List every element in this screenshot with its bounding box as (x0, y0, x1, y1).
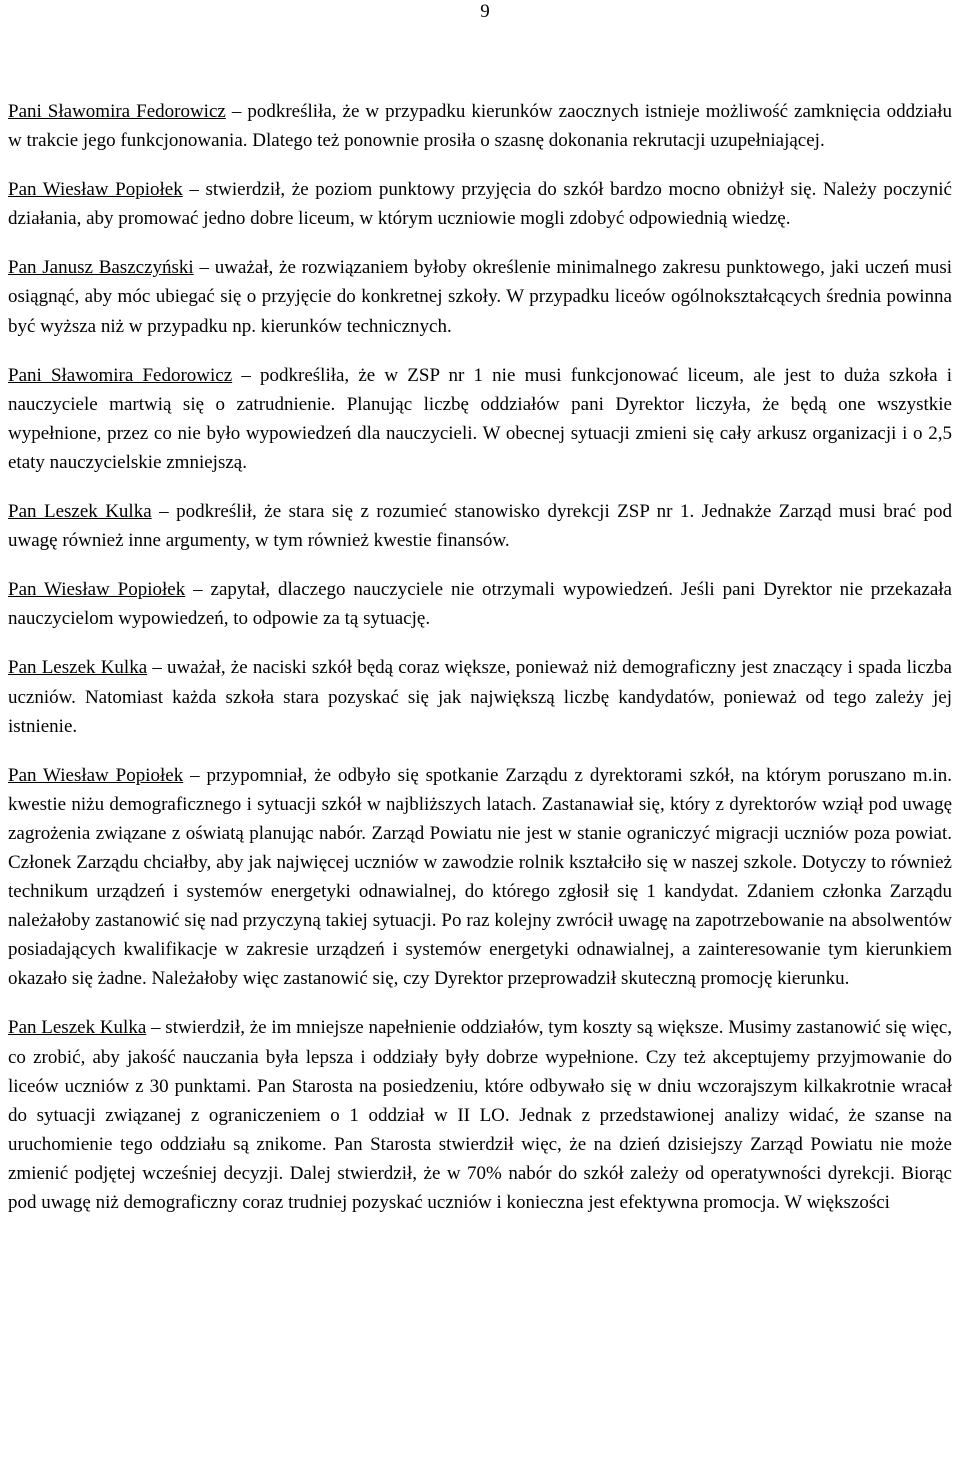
paragraph-text: – zapytał, dlaczego nauczyciele nie otrzymali wypowiedzeń. Jeśli pani Dyrektor nie przekazała nauczycielom wypowiedzeń, to odpowie za tą sytuację. (8, 579, 952, 630)
paragraph-text: – podkreśliła, że w ZSP nr 1 nie musi funkcjonować liceum, ale jest to duża szkoła i nauczyciele martwią się o zatrudnienie. Planując liczbę oddziałów pani Dyrektor liczyła, że będą one wszystkie wypełnione, przez co nie było wypowiedzeń dla nauczycieli. W obecnej sytuacji zmieni się cały arkusz organizacji i o 2,5 etaty nauczycielskie zmniejszą. (8, 364, 953, 473)
paragraph (8, 97, 952, 155)
speaker-name: Pan Wiesław Popiołek (8, 579, 186, 601)
speaker-name: Pani Sławomira Fedorowicz (8, 101, 226, 122)
paragraph (8, 497, 952, 555)
paragraph-text: – stwierdził, że poziom punktowy przyjęcia do szkół bardzo mocno obniżył się. Należy poczynić działania, aby promować jedno dobre liceum, w którym uczniowie mogli zdobyć odpowiednią wiedzę. (8, 179, 952, 230)
paragraph-text: – podkreślił, że stara się z rozumieć stanowisko dyrekcji ZSP nr 1. Jednakże Zarząd musi brać pod uwagę również inne argumenty, w tym również kwestie finansów. (8, 501, 952, 552)
page-number: 9 (480, 1, 490, 22)
paragraph (8, 761, 952, 994)
speaker-name: Pan Wiesław Popiołek (8, 764, 184, 786)
speaker-name: Pan Leszek Kulka (8, 657, 148, 679)
paragraph-text: – uważał, że rozwiązaniem byłoby określenie minimalnego zakresu punktowego, jaki uczeń musi osiągnąć, aby móc ubiegać się o przyjęcie do konkretnej szkoły. W przypadku liceów ogólnokształcących średnia powinna być wyższa niż w przypadku np. kierunków technicznych. (8, 257, 952, 337)
paragraph (8, 175, 952, 233)
paragraph (8, 253, 952, 340)
paragraph (8, 361, 952, 477)
paragraph-text: – przypomniał, że odbyło się spotkanie Zarządu z dyrektorami szkół, na którym poruszano m.in. kwestie niżu demograficznego i sytuacji szkół w najbliższych latach. Zastanawiał się, który z dyrektorów wziął pod uwagę zagrożenia związane z oświatą planując nabór. Zarząd Powiatu nie jest w stanie ograniczyć migracji uczniów poza powiat. Członek Zarządu chciałby, aby jak najwięcej uczniów w zawodzie rolnik kształciło się w naszej szkole. Dotyczy to również technikum urządzeń i systemów energetyki odnawialnej, do którego zgłosił się 1 kandydat. Zdaniem członka Zarządu należałoby zastanowić się nad przyczyną takiej sytuacji. Po raz kolejny zwrócił uwagę na zapotrzebowanie na absolwentów posiadających kwalifikacje w zakresie urządzeń i systemów energetyki odnawialnej, a zainteresowanie tym kierunkiem okazało się żadne. Należałoby więc zastanowić się, czy Dyrektor przeprowadził skuteczną promocję kierunku. (8, 764, 952, 990)
paragraph (8, 653, 952, 740)
paragraph (8, 1013, 952, 1217)
document-body (8, 97, 952, 1237)
paragraph-text: – uważał, że naciski szkół będą coraz większe, ponieważ niż demograficzny jest znaczący i spada liczba uczniów. Natomiast każda szkoła stara pozyskać się jak największą liczbę kandydatów, ponieważ od tego zależy jej istnienie. (8, 657, 952, 737)
speaker-name: Pan Leszek Kulka (8, 501, 152, 523)
paragraph-text: – stwierdził, że im mniejsze napełnienie oddziałów, tym koszty są większe. Musimy zastanowić się więc, co zrobić, aby jakość nauczania była lepsza i oddziały były dobrze wypełnione. Czy też akceptujemy przyjmowanie do liceów uczniów z 30 punktami. Pan Starosta na posiedzeniu, które odbywało się w dniu wczorajszym kilkakrotnie wracał do sytuacji związanej z ograniczeniem o 1 oddział w II LO. Jednak z przedstawionej analizy widać, że szanse na uruchomienie tego oddziału są znikome. Pan Starosta stwierdził więc, że na dzień dzisiejszy Zarząd Powiatu nie może zmienić podjętej wcześniej decyzji. Dalej stwierdził, że w 70% nabór do szkół zależy od operatywności dyrekcji. Biorąc pod uwagę niż demograficzny coraz trudniej pozyskać uczniów i konieczna jest efektywna promocja. W większości (8, 1017, 953, 1213)
speaker-name: Pan Leszek Kulka (8, 1017, 147, 1039)
speaker-name: Pan Wiesław Popiołek (8, 179, 183, 201)
paragraph (8, 575, 952, 633)
paragraph-text: – podkreśliła, że w przypadku kierunków zaocznych istnieje możliwość zamknięcia oddziału w trakcie jego funkcjonowania. Dlatego też ponownie prosiła o szasnę dokonania rekrutacji uzupełniającej. (8, 101, 952, 152)
speaker-name: Pan Janusz Baszczyński (8, 257, 194, 279)
speaker-name: Pani Sławomira Fedorowicz (8, 364, 233, 386)
